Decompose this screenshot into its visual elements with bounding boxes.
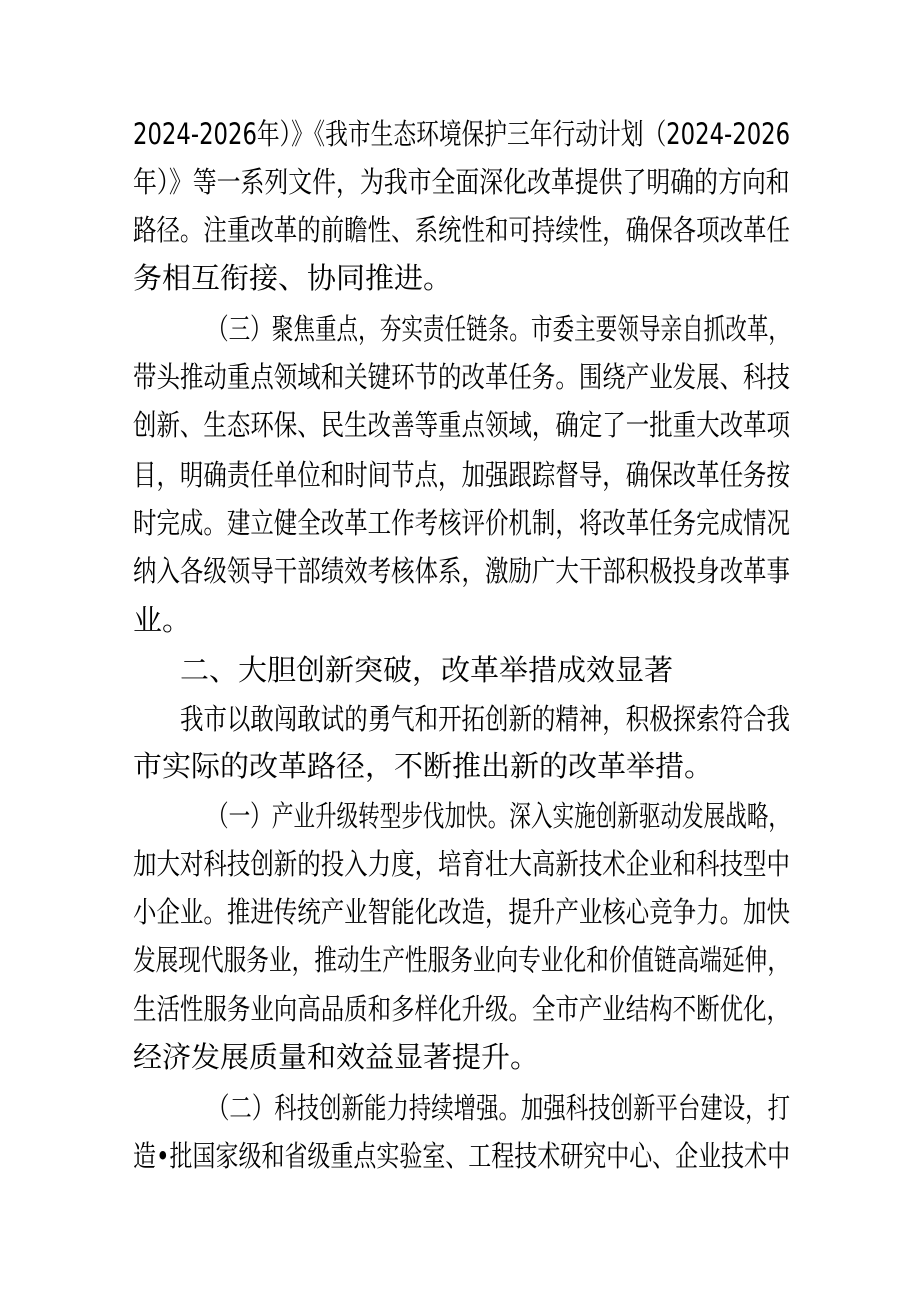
section-heading-1: （一）产业升级转型步伐加快。深入实施创新驱动发展战略，: [207, 799, 791, 833]
text-line: 纳入各级领导干部绩效考核体系，激励广大干部积极投身改革事: [133, 554, 791, 588]
text-line: 业。: [133, 603, 192, 637]
text-line: 小企业。推进传统产业智能化改造，提升产业核心竞争力。加快: [133, 895, 791, 929]
text-line: 生活性服务业向高品质和多样化升级。全市产业结构不断优化，: [133, 992, 791, 1026]
text-line: 时完成。建立健全改革工作考核评价机制，将改革任务完成情况: [133, 506, 791, 540]
text-line: 带头推动重点领域和关键环节的改革任务。围绕产业发展、科技: [133, 360, 791, 394]
text-line: 年）》等一系列文件，为我市全面深化改革提供了明确的方向和: [133, 165, 790, 199]
text-line: 加大对科技创新的投入力度，培育壮大高新技术企业和科技型中: [133, 847, 791, 881]
section-heading-2: （二）科技创新能力持续增强。加强科技创新平台建设，打: [207, 1091, 791, 1125]
text-line: 发展现代服务业，推动生产性服务业向专业化和价值链高端延伸，: [133, 943, 791, 977]
text-line: 我市以敢闯敢试的勇气和开拓创新的精神，积极探索符合我: [180, 702, 790, 736]
text-line: 目，明确责任单位和时间节点，加强跟踪督导，确保改革任务按: [133, 458, 791, 492]
text-line: 务相互衔接、协同推进。: [133, 261, 453, 295]
text-line: 经济发展质量和效益显著提升。: [133, 1040, 540, 1074]
text-line: 路径。注重改革的前瞻性、系统性和可持续性，确保各项改革任: [133, 213, 791, 247]
text-line: 市实际的改革路径，不断推出新的改革举措。: [133, 749, 714, 783]
text-line: 2024-2026年）》《我市生态环境保护三年行动计划（2024-2026: [133, 117, 791, 151]
text-line: 创新、生态环保、民生改善等重点领域，确定了一批重大改革项: [133, 408, 791, 442]
chapter-heading-2: 二、大胆创新突破，改革举措成效显著: [180, 653, 674, 687]
section-heading-3: （三）聚焦重点，夯实责任链条。市委主要领导亲自抓改革，: [207, 312, 791, 346]
text-line: 造•批国家级和省级重点实验室、工程技术研究中心、企业技术中: [133, 1139, 791, 1173]
